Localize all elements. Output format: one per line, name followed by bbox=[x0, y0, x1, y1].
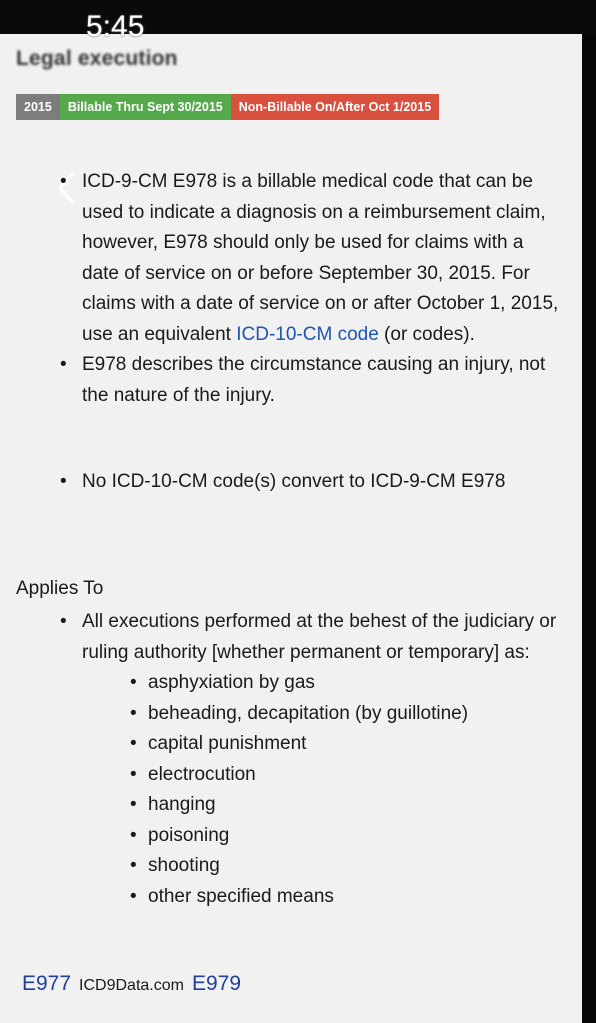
screen-edge bbox=[582, 34, 596, 1023]
billable-badge: Billable Thru Sept 30/2015 bbox=[60, 94, 231, 120]
list-item: • beheading, decapitation (by guillotine) bbox=[130, 699, 560, 730]
badge-row bbox=[16, 94, 439, 120]
footer-nav bbox=[22, 972, 241, 1008]
list-item: • shooting bbox=[130, 851, 560, 882]
non-billable-badge: Non-Billable On/After Oct 1/2015 bbox=[231, 94, 439, 120]
icd10-code-link[interactable]: ICD-10-CM code bbox=[236, 323, 379, 345]
site-name: ICD9Data.com bbox=[79, 977, 184, 994]
year-badge: 2015 bbox=[16, 94, 60, 120]
status-bar-time: 5:45 bbox=[86, 10, 145, 43]
prev-code-link[interactable]: E977 bbox=[22, 972, 72, 995]
list-item: • asphyxiation by gas bbox=[130, 668, 560, 699]
page-title: Legal execution bbox=[16, 47, 178, 70]
list-item: • poisoning bbox=[130, 821, 560, 852]
list-item bbox=[60, 607, 560, 912]
code-notes-list bbox=[60, 167, 560, 498]
list-item: • electrocution bbox=[130, 760, 560, 791]
billable-note-text: ICD-9-CM E978 is a billable medical code that can be used to indicate a diagnosis on a reimbursement claim, however, E978 should only be used for claims with a date of service on or before September 30, 2015. For claims with a date of service on or after October 1, 2015, use an equivalent bbox=[82, 171, 559, 345]
list-item bbox=[60, 467, 560, 498]
list-item: • hanging bbox=[130, 790, 560, 821]
list-item: • other specified means bbox=[130, 882, 560, 913]
applies-to-heading: Applies To bbox=[16, 578, 104, 599]
circumstance-note-text: E978 describes the circumstance causing an injury, not the nature of the injury. bbox=[82, 354, 546, 406]
conversion-note-text: No ICD-10-CM code(s) convert to ICD-9-CM E978 bbox=[82, 471, 506, 492]
applies-to-list bbox=[60, 607, 560, 912]
next-code-link[interactable]: E979 bbox=[191, 972, 242, 995]
billable-note-tail: (or codes). bbox=[378, 323, 475, 345]
list-item bbox=[60, 167, 560, 350]
page-content bbox=[0, 34, 582, 1023]
applies-to-main-text: All executions performed at the behest of the judiciary or ruling authority [whether permanent or temporary] as: bbox=[82, 611, 557, 663]
list-item bbox=[60, 350, 560, 411]
list-item: • capital punishment bbox=[130, 729, 560, 760]
execution-methods-list bbox=[130, 668, 560, 912]
